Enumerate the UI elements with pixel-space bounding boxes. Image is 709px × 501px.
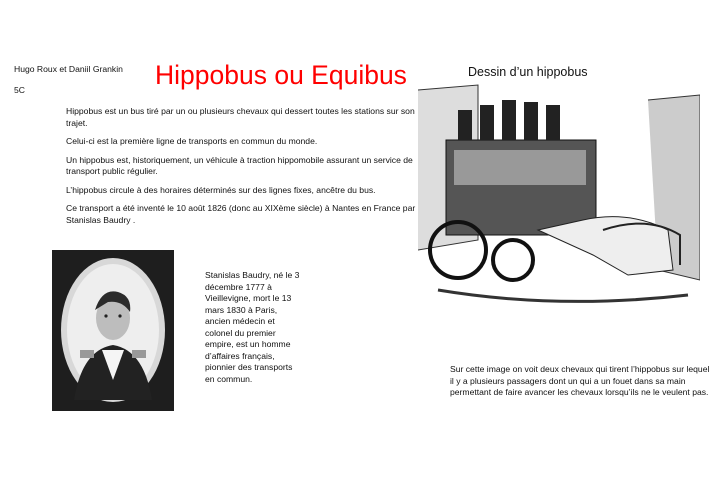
authors: Hugo Roux et Daniil Grankin [14, 64, 123, 74]
page-title: Hippobus ou Equibus [155, 60, 407, 90]
paragraph: Ce transport a été inventé le 10 août 1826 (donc au XIXème siècle) à Nantes en France par Stanislas Baudry . [66, 203, 416, 225]
paragraph: Celui-ci est la première ligne de transports en commun du monde. [66, 136, 318, 146]
drawing-title: Dessin d’un hippobus [468, 65, 588, 79]
paragraph: Un hippobus est, historiquement, un véhicule à traction hippomobile assurant un service de transport public régulier. [66, 154, 413, 176]
hippobus-engraving-image [418, 80, 700, 320]
class-label: 5C [14, 85, 25, 95]
portrait-image [52, 250, 174, 411]
paragraph: Hippobus est un bus tiré par un ou plusieurs chevaux qui dessert toutes les stations sur son trajet. [66, 106, 415, 128]
bio-text: Stanislas Baudry, né le 3 décembre 1777 à Vieillevigne, mort le 13 mars 1830 à Paris, ancien médecin et colonel du premier empire, est un homme d’affaires français, pionnier des transports en commun. [205, 270, 300, 384]
intro-text [66, 106, 416, 233]
paragraph: L’hippobus circule à des horaires déterminés sur des lignes fixes, ancêtre du bus. [66, 184, 376, 195]
drawing-caption: Sur cette image on voit deux chevaux qui tirent l’hippobus sur lequel il y a plusieurs passagers dont un qui a un fouet dans sa main permettant de faire avancer les chevaux lorsqu’ils ne le veulent pas. [450, 364, 709, 397]
